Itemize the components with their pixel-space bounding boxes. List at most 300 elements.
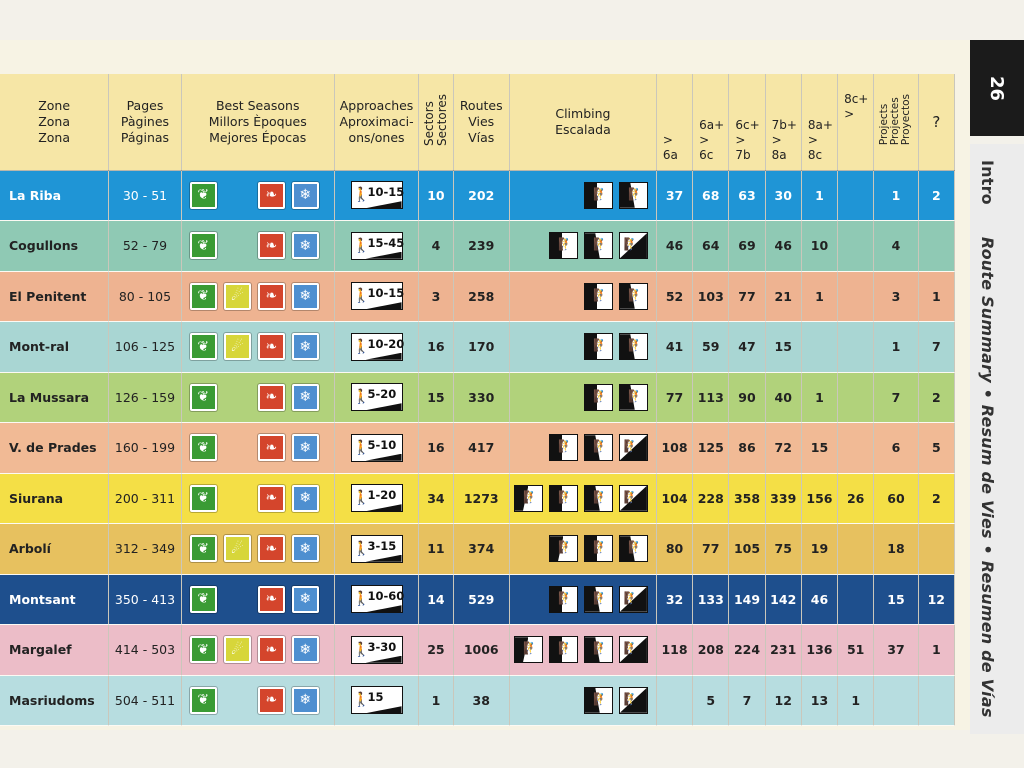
season-icons: [182, 182, 334, 209]
seasons-cell: [181, 574, 334, 625]
snowflake-icon: ❄: [292, 636, 319, 663]
grade-3-cell: 63: [729, 170, 765, 221]
climbing-cell: [509, 574, 656, 625]
grade-4-cell: 40: [765, 372, 801, 423]
climbing-style-icons: [510, 485, 656, 512]
grade-4-cell: 142: [765, 574, 801, 625]
climbing-cell: [509, 423, 656, 474]
sun-icon: ☄: [224, 535, 251, 562]
sectors-cell: 16: [419, 423, 453, 474]
seasons-cell: [181, 675, 334, 726]
climbing-cell: [509, 170, 656, 221]
approach-badge: [351, 383, 403, 411]
grade-3-cell: 149: [729, 574, 765, 625]
maple-leaf-icon: ❧: [258, 283, 285, 310]
approach-slope-band: [366, 302, 402, 309]
snowflake-icon: ❄: [292, 687, 319, 714]
grade-2-cell: 64: [693, 221, 729, 272]
grade-4-cell: 72: [765, 423, 801, 474]
pages-cell: 106 - 125: [109, 322, 181, 373]
slightly-wall-icon: 🧗: [584, 485, 613, 512]
grade-2-cell: 5: [693, 675, 729, 726]
sprout-icon: ❦: [190, 434, 217, 461]
table-row: [0, 423, 955, 474]
approach-badge: [351, 636, 403, 664]
maple-leaf-icon: ❧: [258, 485, 285, 512]
approach-cell: [334, 271, 419, 322]
side-tab: [970, 40, 1024, 740]
season-icons: [182, 434, 334, 461]
approach-cell: [334, 473, 419, 524]
projects-cell: 7: [874, 372, 918, 423]
hiker-icon: 🚶: [352, 591, 370, 608]
hiker-icon: 🚶: [352, 692, 370, 709]
sprout-icon: ❦: [190, 485, 217, 512]
vertical-wall-icon: 🧗: [584, 333, 613, 360]
zone-cell: El Penitent: [0, 271, 109, 322]
unknown-cell: [918, 524, 954, 575]
grade-3-cell: 69: [729, 221, 765, 272]
pages-cell: 200 - 311: [109, 473, 181, 524]
pages-cell: 350 - 413: [109, 574, 181, 625]
grade-4-cell: 30: [765, 170, 801, 221]
empty-season-slot: [224, 485, 251, 512]
table-row: [0, 221, 955, 272]
maple-leaf-icon: ❧: [258, 384, 285, 411]
routes-cell: 38: [453, 675, 509, 726]
header-grade-3: 6c+ > 7b: [729, 74, 765, 170]
projects-cell: 37: [874, 625, 918, 676]
approach-badge: [351, 181, 403, 209]
approach-time: 5-20: [367, 387, 397, 402]
maple-leaf-icon: ❧: [258, 182, 285, 209]
zone-cell: Margalef: [0, 625, 109, 676]
zone-cell: Arbolí: [0, 524, 109, 575]
routes-cell: 1006: [453, 625, 509, 676]
pages-cell: 80 - 105: [109, 271, 181, 322]
climbing-style-icons: [510, 232, 656, 259]
sectors-cell: 14: [419, 574, 453, 625]
grade-6-cell: 51: [838, 625, 874, 676]
grade-3-cell: 47: [729, 322, 765, 373]
grade-6-cell: 26: [838, 473, 874, 524]
maple-leaf-icon: ❧: [258, 687, 285, 714]
season-icons: [182, 232, 334, 259]
approach-time: 10-20: [367, 336, 405, 351]
climbing-style-icons: [510, 182, 656, 209]
sectors-cell: 4: [419, 221, 453, 272]
grade-2-cell: 125: [693, 423, 729, 474]
approach-slope-band: [366, 555, 402, 562]
grade-6-cell: 1: [838, 675, 874, 726]
vertical-wall-icon: 🧗: [584, 182, 613, 209]
page-number-tab: [970, 40, 1024, 136]
header-grade-6: 8c+ >: [838, 74, 874, 170]
approach-time: 10-15: [367, 286, 405, 301]
grade-1-cell: 41: [656, 322, 692, 373]
header-routes: Routes Vies Vías: [453, 74, 509, 170]
approach-time: 10-15: [367, 185, 405, 200]
maple-leaf-icon: ❧: [258, 232, 285, 259]
grade-5-cell: 1: [801, 170, 837, 221]
maple-leaf-icon: ❧: [258, 636, 285, 663]
grade-1-cell: 32: [656, 574, 692, 625]
grade-4-cell: 339: [765, 473, 801, 524]
vertical-wall-icon: 🧗: [549, 485, 578, 512]
sectors-cell: 1: [419, 675, 453, 726]
routes-cell: 202: [453, 170, 509, 221]
zone-cell: Masriudoms: [0, 675, 109, 726]
seasons-cell: [181, 625, 334, 676]
climbing-style-icons: [510, 535, 656, 562]
header-grade-4: 7b+ > 8a: [765, 74, 801, 170]
projects-cell: 18: [874, 524, 918, 575]
snowflake-icon: ❄: [292, 485, 319, 512]
slab-wall-icon: 🧗: [619, 586, 648, 613]
projects-cell: 1: [874, 170, 918, 221]
season-icons: [182, 283, 334, 310]
approach-cell: [334, 675, 419, 726]
projects-cell: 60: [874, 473, 918, 524]
grade-6-cell: [838, 524, 874, 575]
unknown-cell: [918, 675, 954, 726]
overhang-wall-icon: 🧗: [514, 636, 543, 663]
climbing-cell: [509, 221, 656, 272]
season-icons: [182, 687, 334, 714]
header-climbing: Climbing Escalada: [509, 74, 656, 170]
approach-cell: [334, 170, 419, 221]
approach-cell: [334, 322, 419, 373]
route-summary-page: [0, 40, 970, 730]
maple-leaf-icon: ❧: [258, 535, 285, 562]
climbing-style-icons: [510, 586, 656, 613]
sectors-cell: 11: [419, 524, 453, 575]
approach-time: 15-45: [367, 235, 405, 250]
approach-time: 10-60: [367, 589, 405, 604]
routes-cell: 239: [453, 221, 509, 272]
unknown-cell: 1: [918, 271, 954, 322]
grade-1-cell: 46: [656, 221, 692, 272]
sprout-icon: ❦: [190, 182, 217, 209]
slightly-wall-icon: 🧗: [584, 687, 613, 714]
seasons-cell: [181, 221, 334, 272]
header-grade-5: 8a+ > 8c: [801, 74, 837, 170]
routes-cell: 417: [453, 423, 509, 474]
approach-slope-band: [366, 656, 402, 663]
zone-cell: Montsant: [0, 574, 109, 625]
table-row: [0, 574, 955, 625]
routes-cell: 258: [453, 271, 509, 322]
header-zone: Zone Zona Zona: [0, 74, 109, 170]
projects-cell: 1: [874, 322, 918, 373]
snowflake-icon: ❄: [292, 283, 319, 310]
table-row: [0, 625, 955, 676]
snowflake-icon: ❄: [292, 232, 319, 259]
hiker-icon: 🚶: [352, 338, 370, 355]
sectors-cell: 25: [419, 625, 453, 676]
sprout-icon: ❦: [190, 636, 217, 663]
zone-cell: La Mussara: [0, 372, 109, 423]
grade-2-cell: 133: [693, 574, 729, 625]
sectors-cell: 34: [419, 473, 453, 524]
climbing-style-icons: [510, 333, 656, 360]
grade-2-cell: 103: [693, 271, 729, 322]
seasons-cell: [181, 322, 334, 373]
routes-cell: 330: [453, 372, 509, 423]
seasons-cell: [181, 473, 334, 524]
header-pages: Pages Pàgines Páginas: [109, 74, 181, 170]
approach-badge: [351, 585, 403, 613]
zone-cell: V. de Prades: [0, 423, 109, 474]
sun-icon: ☄: [224, 636, 251, 663]
grade-6-cell: [838, 271, 874, 322]
empty-season-slot: [224, 384, 251, 411]
grade-2-cell: 113: [693, 372, 729, 423]
climbing-cell: [509, 675, 656, 726]
approach-badge: [351, 434, 403, 462]
grade-6-cell: [838, 221, 874, 272]
approach-slope-band: [366, 605, 402, 612]
slightly-wall-icon: 🧗: [619, 535, 648, 562]
sprout-icon: ❦: [190, 535, 217, 562]
table-row: [0, 524, 955, 575]
approach-slope-band: [366, 353, 402, 360]
slightly-wall-icon: 🧗: [619, 182, 648, 209]
zone-cell: Siurana: [0, 473, 109, 524]
grade-3-cell: 77: [729, 271, 765, 322]
zone-cell: Mont-ral: [0, 322, 109, 373]
grade-4-cell: 46: [765, 221, 801, 272]
header-seasons: Best Seasons Millors Èpoques Mejores Épocas: [181, 74, 334, 170]
grade-6-cell: [838, 322, 874, 373]
header-sectors: Sectors Sectores: [419, 74, 453, 170]
grade-4-cell: 231: [765, 625, 801, 676]
sun-icon: ☄: [224, 333, 251, 360]
season-icons: [182, 535, 334, 562]
hiker-icon: 🚶: [352, 237, 370, 254]
slab-wall-icon: 🧗: [619, 434, 648, 461]
projects-cell: 3: [874, 271, 918, 322]
unknown-cell: 5: [918, 423, 954, 474]
sectors-cell: 16: [419, 322, 453, 373]
climbing-style-icons: [510, 636, 656, 663]
approach-cell: [334, 423, 419, 474]
zone-cell: La Riba: [0, 170, 109, 221]
grade-1-cell: 80: [656, 524, 692, 575]
sprout-icon: ❦: [190, 384, 217, 411]
season-icons: [182, 636, 334, 663]
approach-badge: [351, 232, 403, 260]
grade-2-cell: 228: [693, 473, 729, 524]
grade-5-cell: 13: [801, 675, 837, 726]
unknown-cell: 7: [918, 322, 954, 373]
slightly-wall-icon: 🧗: [619, 283, 648, 310]
climbing-style-icons: [510, 283, 656, 310]
grade-1-cell: 37: [656, 170, 692, 221]
grade-2-cell: 77: [693, 524, 729, 575]
approach-cell: [334, 524, 419, 575]
sprout-icon: ❦: [190, 687, 217, 714]
header-unknown: ?: [918, 74, 954, 170]
seasons-cell: [181, 170, 334, 221]
table-body: [0, 170, 955, 726]
page-number: 26: [986, 75, 1008, 101]
climbing-cell: [509, 322, 656, 373]
grade-5-cell: 136: [801, 625, 837, 676]
vertical-wall-icon: 🧗: [549, 636, 578, 663]
grade-1-cell: 52: [656, 271, 692, 322]
climbing-style-icons: [510, 687, 656, 714]
approach-slope-band: [366, 201, 402, 208]
sprout-icon: ❦: [190, 232, 217, 259]
sectors-cell: 15: [419, 372, 453, 423]
grade-5-cell: 15: [801, 423, 837, 474]
approach-cell: [334, 221, 419, 272]
routes-cell: 170: [453, 322, 509, 373]
hiker-icon: 🚶: [352, 540, 370, 557]
season-icons: [182, 384, 334, 411]
grade-6-cell: [838, 574, 874, 625]
snowflake-icon: ❄: [292, 535, 319, 562]
grade-5-cell: 19: [801, 524, 837, 575]
approach-slope-band: [366, 504, 402, 511]
projects-cell: 15: [874, 574, 918, 625]
unknown-cell: 12: [918, 574, 954, 625]
table-row: [0, 473, 955, 524]
pages-cell: 52 - 79: [109, 221, 181, 272]
table-header-row: [0, 74, 955, 170]
grade-3-cell: 7: [729, 675, 765, 726]
slightly-wall-icon: 🧗: [619, 384, 648, 411]
pages-cell: 504 - 511: [109, 675, 181, 726]
snowflake-icon: ❄: [292, 434, 319, 461]
approach-cell: [334, 625, 419, 676]
seasons-cell: [181, 423, 334, 474]
seasons-cell: [181, 524, 334, 575]
grade-3-cell: 105: [729, 524, 765, 575]
sprout-icon: ❦: [190, 283, 217, 310]
header-approaches: Approaches Aproximaci- ons/ones: [334, 74, 419, 170]
approach-badge: [351, 333, 403, 361]
grade-3-cell: 90: [729, 372, 765, 423]
table-row: [0, 322, 955, 373]
grade-6-cell: [838, 170, 874, 221]
slab-wall-icon: 🧗: [619, 687, 648, 714]
hiker-icon: 🚶: [352, 490, 370, 507]
climbing-cell: [509, 372, 656, 423]
grade-5-cell: 1: [801, 372, 837, 423]
approach-time: 15: [367, 690, 384, 705]
pages-cell: 126 - 159: [109, 372, 181, 423]
approach-badge: [351, 282, 403, 310]
grade-1-cell: 104: [656, 473, 692, 524]
season-icons: [182, 333, 334, 360]
unknown-cell: 2: [918, 473, 954, 524]
overhang-wall-icon: 🧗: [514, 485, 543, 512]
vertical-wall-icon: 🧗: [549, 232, 578, 259]
hiker-icon: 🚶: [352, 288, 370, 305]
approach-badge: [351, 484, 403, 512]
route-summary-title: Route Summary • Resum de Vies • Resumen de Vías: [978, 236, 997, 718]
climbing-cell: [509, 473, 656, 524]
grade-1-cell: 108: [656, 423, 692, 474]
pages-cell: 30 - 51: [109, 170, 181, 221]
approach-slope-band: [366, 454, 402, 461]
pages-cell: 312 - 349: [109, 524, 181, 575]
climbing-cell: [509, 271, 656, 322]
grade-3-cell: 224: [729, 625, 765, 676]
approach-time: 1-20: [367, 488, 397, 503]
slightly-wall-icon: 🧗: [584, 434, 613, 461]
seasons-cell: [181, 372, 334, 423]
grade-2-cell: 208: [693, 625, 729, 676]
slightly-wall-icon: 🧗: [584, 232, 613, 259]
empty-season-slot: [224, 687, 251, 714]
header-grade-1: > 6a: [656, 74, 692, 170]
routes-cell: 1273: [453, 473, 509, 524]
climbing-cell: [509, 524, 656, 575]
approach-slope-band: [366, 252, 402, 259]
sun-icon: ☄: [224, 283, 251, 310]
sprout-icon: ❦: [190, 333, 217, 360]
snowflake-icon: ❄: [292, 384, 319, 411]
table-row: [0, 271, 955, 322]
unknown-cell: 1: [918, 625, 954, 676]
climbing-cell: [509, 625, 656, 676]
grade-4-cell: 75: [765, 524, 801, 575]
vertical-wall-icon: 🧗: [549, 434, 578, 461]
header-projects: Projects Projectes Proyectos: [874, 74, 918, 170]
approach-cell: [334, 372, 419, 423]
approach-slope-band: [366, 403, 402, 410]
grade-2-cell: 59: [693, 322, 729, 373]
pages-cell: 414 - 503: [109, 625, 181, 676]
grade-6-cell: [838, 423, 874, 474]
grade-6-cell: [838, 372, 874, 423]
maple-leaf-icon: ❧: [258, 333, 285, 360]
grade-3-cell: 86: [729, 423, 765, 474]
slightly-wall-icon: 🧗: [619, 333, 648, 360]
grade-5-cell: 10: [801, 221, 837, 272]
slab-wall-icon: 🧗: [619, 636, 648, 663]
snowflake-icon: ❄: [292, 586, 319, 613]
side-section-label: [978, 160, 997, 718]
sectors-cell: 10: [419, 170, 453, 221]
unknown-cell: 2: [918, 372, 954, 423]
grade-3-cell: 358: [729, 473, 765, 524]
grade-1-cell: [656, 675, 692, 726]
approach-slope-band: [366, 706, 402, 713]
grade-4-cell: 15: [765, 322, 801, 373]
approach-time: 5-10: [367, 437, 397, 452]
climbing-style-icons: [510, 434, 656, 461]
hiker-icon: 🚶: [352, 641, 370, 658]
grade-5-cell: [801, 322, 837, 373]
grade-5-cell: 156: [801, 473, 837, 524]
sectors-cell: 3: [419, 271, 453, 322]
routes-cell: 374: [453, 524, 509, 575]
vertical-wall-icon: 🧗: [584, 384, 613, 411]
overhang-wall-icon: 🧗: [549, 535, 578, 562]
unknown-cell: [918, 221, 954, 272]
table-row: [0, 372, 955, 423]
hiker-icon: 🚶: [352, 439, 370, 456]
intro-label: Intro: [978, 160, 997, 205]
vertical-wall-icon: 🧗: [549, 586, 578, 613]
season-icons: [182, 586, 334, 613]
vertical-wall-icon: 🧗: [584, 283, 613, 310]
climbing-style-icons: [510, 384, 656, 411]
